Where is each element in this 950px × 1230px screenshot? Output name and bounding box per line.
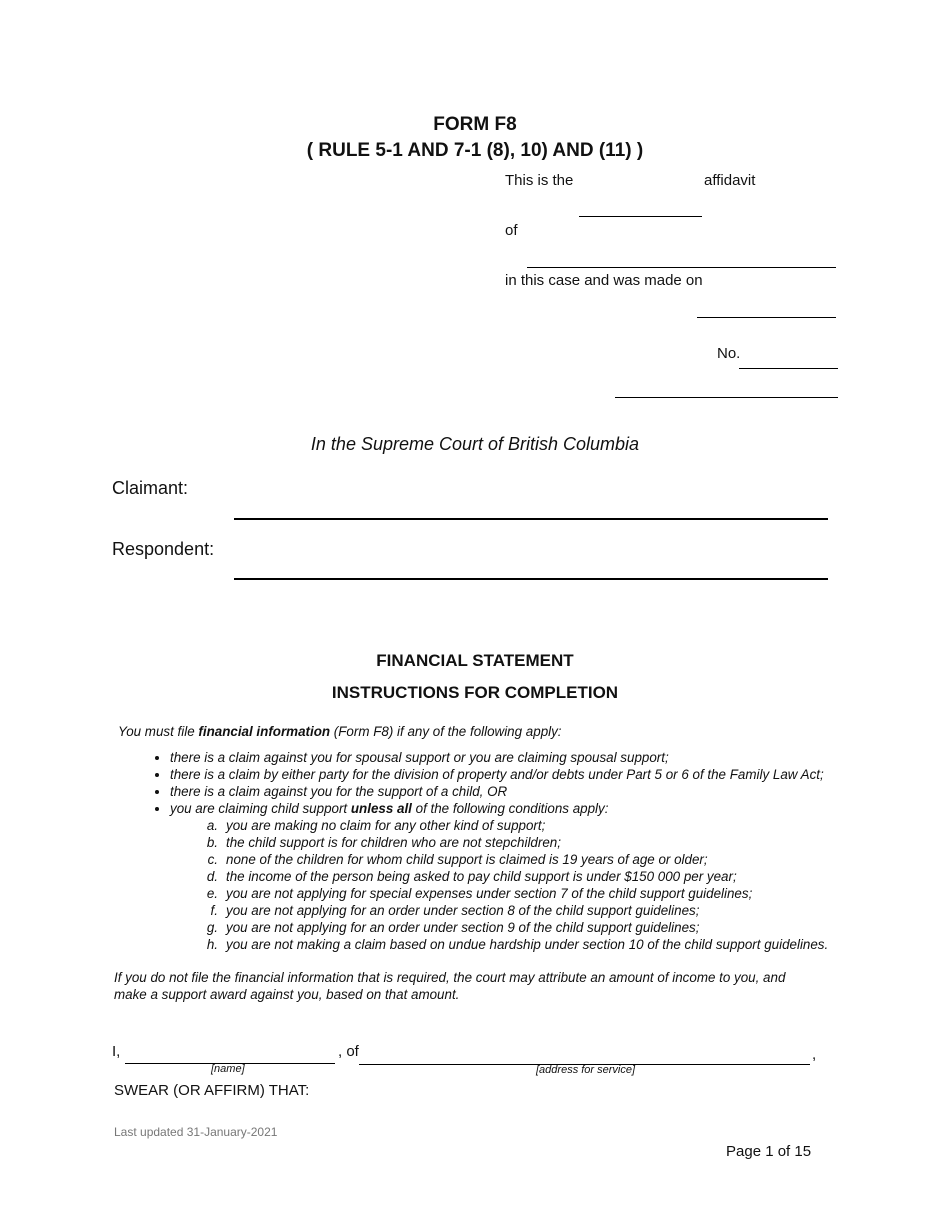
oath-i-label: I, (112, 1043, 121, 1060)
condition-item (198, 936, 828, 953)
registry-field[interactable] (615, 397, 838, 398)
condition-letter: g. (206, 920, 218, 935)
affidavit-word: affidavit (704, 172, 756, 189)
child-text: you are claiming child support (170, 801, 351, 816)
condition-item (198, 885, 752, 902)
condition-text: you are not applying for an order under section 8 of the child support guidelines; (226, 903, 700, 918)
conditions-bullet-list (150, 749, 824, 817)
condition-item (198, 902, 699, 919)
condition-item (198, 817, 545, 834)
last-updated: Last updated 31-January-2021 (114, 1125, 278, 1139)
intro-bold: financial information (198, 724, 331, 739)
claimant-field[interactable] (234, 518, 828, 520)
court-file-no-field[interactable] (739, 368, 838, 369)
condition-item (198, 868, 737, 885)
court-name: In the Supreme Court of British Columbia (310, 434, 640, 454)
child-text-end: of the following conditions apply: (411, 801, 609, 816)
instructions-intro (118, 724, 562, 739)
child-bold: unless all (350, 801, 412, 816)
list-item: • there is a claim against you for spousal support or you are claiming spousal support; (170, 749, 824, 766)
condition-text: the child support is for children who are not stepchildren; (226, 835, 561, 850)
affidavit-made-on: in this case and was made on (505, 272, 703, 289)
deponent-name-field[interactable] (527, 267, 836, 268)
list-item: • there is a claim against you for the support of a child, OR (170, 783, 824, 800)
condition-text: the income of the person being asked to pay child support is under $150 000 per year; (226, 869, 737, 884)
name-caption: [name] (211, 1063, 245, 1075)
condition-text: none of the children for whom child support is claimed is 19 years of age or older; (226, 852, 708, 867)
affidavit-number-field[interactable] (579, 216, 702, 217)
condition-text: you are not applying for special expenses under section 7 of the child support guidelines; (226, 886, 753, 901)
condition-item (198, 919, 699, 936)
condition-letter: c. (207, 852, 218, 867)
section-instructions: INSTRUCTIONS FOR COMPLETION (331, 683, 619, 702)
condition-item (198, 834, 561, 851)
claimant-label: Claimant: (112, 478, 189, 498)
respondent-label: Respondent: (112, 539, 215, 559)
swear-label: SWEAR (OR AFFIRM) THAT: (114, 1082, 310, 1099)
date-made-field[interactable] (697, 317, 836, 318)
court-file-no-label: No. (717, 345, 741, 362)
affidavit-this-is-the: This is the (505, 172, 574, 189)
respondent-field[interactable] (234, 578, 828, 580)
address-caption: [address for service] (536, 1064, 636, 1076)
form-rule: ( RULE 5-1 AND 7-1 (8), 10) AND (11) ) (306, 140, 644, 161)
condition-text: you are not making a claim based on undue hardship under section 10 of the child support guidelines. (226, 937, 829, 952)
intro-text-end: (Form F8) if any of the following apply: (330, 724, 562, 739)
condition-letter: d. (206, 869, 218, 884)
condition-text: you are making no claim for any other kind of support; (226, 818, 546, 833)
list-item: • there is a claim by either party for the division of property and/or debts under Part 5 or 6 of the Family Law Act; (170, 766, 824, 783)
condition-letter: h. (206, 937, 218, 952)
oath-of-label: , of (338, 1043, 359, 1060)
condition-letter: b. (206, 835, 218, 850)
section-financial-statement: FINANCIAL STATEMENT (376, 651, 574, 670)
intro-text: You must file (118, 724, 199, 739)
form-title: FORM F8 (433, 114, 517, 135)
affidavit-of: of (505, 222, 518, 239)
warning-paragraph: If you do not file the financial information that is required, the court may attribute an amount of income to you, and make a support award against you, based on that amount. (114, 970, 786, 1002)
condition-letter: a. (206, 818, 218, 833)
condition-item (198, 851, 708, 868)
condition-letter: e. (206, 886, 218, 901)
condition-text: you are not applying for an order under section 9 of the child support guidelines; (226, 920, 700, 935)
condition-letter: f. (210, 903, 218, 918)
list-item-child-support (170, 800, 824, 817)
page-number: Page 1 of 15 (726, 1143, 812, 1160)
oath-comma: , (812, 1046, 817, 1063)
